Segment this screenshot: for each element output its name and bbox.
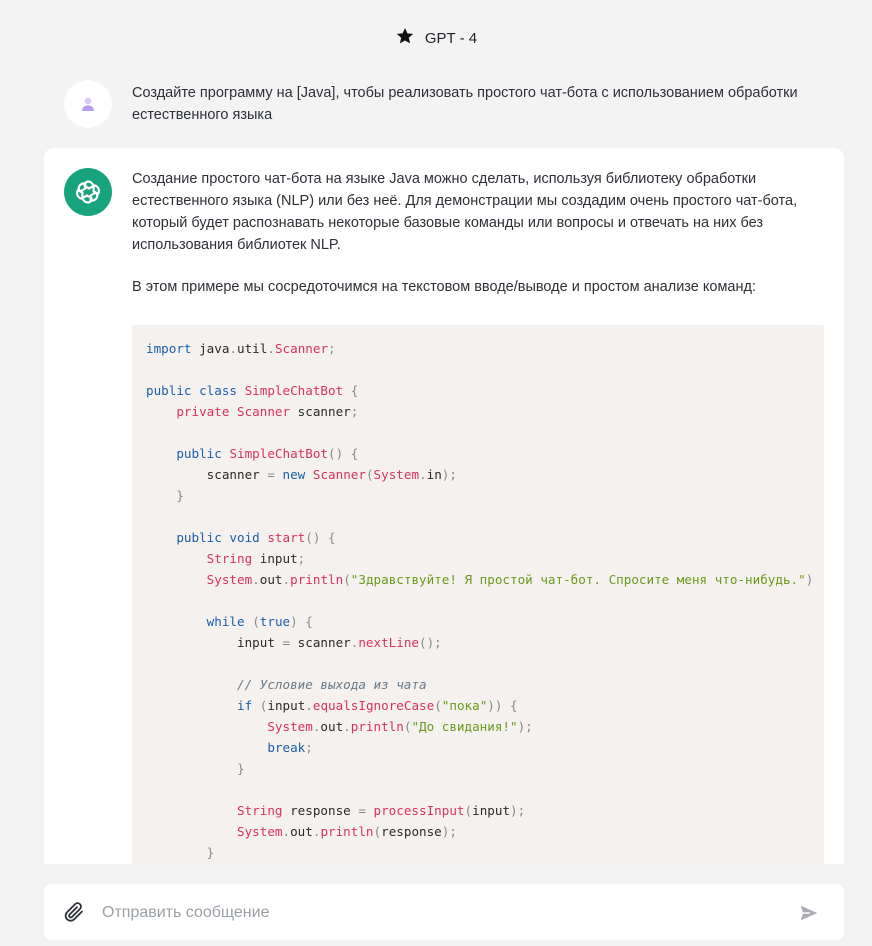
code-comment: // Условие выхода из чата — [237, 677, 427, 692]
assistant-paragraph: В этом примере мы сосредоточимся на текстовом вводе/выводе и простом анализе команд: — [132, 279, 756, 295]
composer-bar — [0, 864, 872, 946]
message-input[interactable] — [100, 898, 764, 928]
code-string: "Здравствуйте! Я простой чат-бот. Спросите меня что-нибудь." — [350, 572, 806, 587]
code-string: "пока" — [441, 698, 488, 713]
user-message — [64, 80, 824, 128]
paperclip-icon[interactable] — [62, 900, 86, 924]
assistant-paragraph: Создание простого чат-бота на языке Java можно сделать, используя библиотеку обработки естественного языка (NLP) или без неё. Для демонстрации мы создадим очень простого чат-бота, который будет распознавать некоторые базовые команды или вопросы и отвечать на них без использования библиотек NLP. — [132, 171, 798, 253]
user-message-text: Создайте программу на [Java], чтобы реализовать простого чат-бота с использованием обработки естественного языка — [132, 85, 798, 123]
user-icon — [79, 95, 97, 113]
send-icon[interactable] — [798, 902, 820, 924]
composer — [44, 884, 844, 940]
code-content: import java.util.Scanner; public class SimpleChatBot { private Scanner scanner; public SimpleChatBot() { scanner = new Scanner(System.in); } public void start() { String input; System.out.println("Здравствуйте! Я простой чат-бот. Спросите меня что-нибудь.") while (true) { input = scanner.nextLine(); // Условие выхода из чата if (input.equalsIgnoreCase("пока")) { System.out.println("До свидания!"); break; } String response = processInput(input); System.out.println(response); } — [146, 341, 814, 860]
code-block — [132, 325, 824, 885]
model-label: GPT - 4 — [424, 29, 478, 47]
assistant-message-text — [132, 168, 812, 298]
assistant-message — [44, 148, 844, 908]
user-avatar — [64, 80, 112, 128]
star-icon — [395, 26, 415, 50]
model-header — [0, 22, 872, 54]
openai-logo-icon — [64, 168, 112, 216]
code-string: "До свидания!" — [411, 719, 518, 734]
